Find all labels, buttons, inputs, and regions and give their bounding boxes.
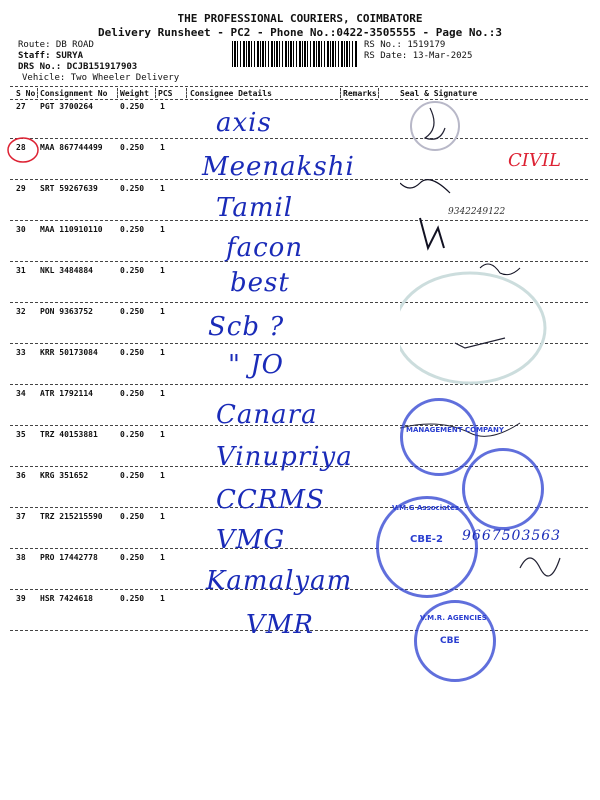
row-sno: 33 — [16, 348, 26, 357]
stamp-cbe-text: CBE — [440, 636, 460, 646]
col-sno: S No — [16, 89, 36, 98]
row-pcs: 1 — [160, 594, 165, 603]
row-sno: 27 — [16, 102, 26, 111]
row-sno: 37 — [16, 512, 26, 521]
col-consignment: Consignment No — [40, 89, 108, 98]
vehicle-label: Vehicle: Two Wheeler Delivery — [22, 73, 180, 83]
phone-note: 9342249122 — [448, 207, 506, 217]
stamp-number: 9667503563 — [462, 528, 562, 544]
row-pcs: 1 — [160, 471, 165, 480]
row-pcs: 1 — [160, 102, 165, 111]
row-consignment-no: PON 9363752 — [40, 307, 93, 316]
row-weight: 0.250 — [120, 471, 145, 480]
row-weight: 0.250 — [120, 225, 145, 234]
row-sno: 34 — [16, 389, 26, 398]
row-sno: 30 — [16, 225, 26, 234]
row-consignment-no: TRZ 40153881 — [40, 430, 98, 439]
row-consignment-no: ATR 1792114 — [40, 389, 93, 398]
col-divider — [378, 88, 379, 98]
row-weight: 0.250 — [120, 512, 145, 521]
col-divider — [117, 88, 118, 98]
row-pcs: 1 — [160, 553, 165, 562]
row-consignment-no: KRG 351652 — [40, 471, 89, 480]
handwritten-consignee: Tamil — [216, 193, 294, 223]
col-weight: Weight — [120, 89, 149, 98]
row-pcs: 1 — [160, 307, 165, 316]
civil-remark: CIVIL — [508, 150, 561, 171]
stamp-vmr-text: V.M.R. AGENCIES — [420, 614, 487, 622]
row-pcs: 1 — [160, 430, 165, 439]
row-sno: 36 — [16, 471, 26, 480]
handwritten-consignee: facon — [226, 233, 304, 263]
row-sno: 31 — [16, 266, 26, 275]
row-pcs: 1 — [160, 225, 165, 234]
row-weight: 0.250 — [120, 102, 145, 111]
row-weight: 0.250 — [120, 266, 145, 275]
row-pcs: 1 — [160, 266, 165, 275]
row-weight: 0.250 — [120, 553, 145, 562]
row-weight: 0.250 — [120, 348, 145, 357]
row-pcs: 1 — [160, 512, 165, 521]
company-stamp — [400, 398, 478, 476]
col-divider — [37, 88, 38, 98]
handwritten-consignee: CCRMS — [216, 485, 325, 515]
row-weight: 0.250 — [120, 594, 145, 603]
row-consignment-no: MAA 110910110 — [40, 225, 103, 234]
handwritten-consignee: Scb ? — [208, 312, 285, 342]
row-consignment-no: TRZ 215215590 — [40, 512, 103, 521]
handwritten-consignee: Vinupriya — [216, 442, 353, 472]
handwritten-consignee: " JO — [228, 350, 284, 380]
col-seal-signature: Seal & Signature — [400, 89, 478, 98]
row-pcs: 1 — [160, 348, 165, 357]
row-pcs: 1 — [160, 143, 165, 152]
barcode — [232, 41, 357, 67]
staff-label: Staff: SURYA — [18, 51, 84, 61]
handwritten-consignee: VMR — [246, 610, 314, 640]
stamp-cbe2: CBE-2 — [410, 534, 443, 545]
row-sno: 32 — [16, 307, 26, 316]
runsheet-subtitle: Delivery Runsheet - PC2 - Phone No.:0422-3505555 - Page No.:3 — [98, 26, 502, 39]
route-label: Route: DB ROAD — [18, 40, 94, 50]
rs-date: RS Date: 13-Mar-2025 — [364, 51, 473, 61]
col-divider — [340, 88, 341, 98]
red-circle-mark — [6, 136, 40, 164]
drs-number: DRS No.: DCJB151917903 — [18, 62, 138, 72]
col-divider — [155, 88, 156, 98]
row-consignment-no: HSR 7424618 — [40, 594, 93, 603]
row-consignment-no: PRO 17442778 — [40, 553, 98, 562]
handwritten-consignee: Kamalyam — [206, 566, 353, 596]
row-weight: 0.250 — [120, 389, 145, 398]
col-consignee: Consignee Details — [190, 89, 272, 98]
row-consignment-no: KRR 50173084 — [40, 348, 98, 357]
row-consignment-no: NKL 3484884 — [40, 266, 93, 275]
row-sno: 38 — [16, 553, 26, 562]
row-weight: 0.250 — [120, 307, 145, 316]
col-remarks: Remarks — [343, 89, 377, 98]
col-divider — [186, 88, 187, 98]
row-sno: 35 — [16, 430, 26, 439]
stamp-company-text: MANAGEMENT COMPANY — [406, 426, 504, 434]
row-pcs: 1 — [160, 184, 165, 193]
handwritten-consignee: axis — [216, 108, 272, 138]
handwritten-consignee: Canara — [216, 400, 318, 430]
round-seal — [462, 448, 544, 530]
row-pcs: 1 — [160, 389, 165, 398]
row-consignment-no: SRT 59267639 — [40, 184, 98, 193]
row-weight: 0.250 — [120, 143, 145, 152]
handwritten-consignee: VMG — [216, 525, 286, 555]
handwritten-consignee: best — [230, 268, 290, 298]
handwritten-consignee: Meenakshi — [202, 152, 355, 182]
row-sno: 29 — [16, 184, 26, 193]
row-consignment-no: PGT 3700264 — [40, 102, 93, 111]
header-top-rule — [10, 86, 588, 87]
row-consignment-no: MAA 867744499 — [40, 143, 103, 152]
row-sno: 28 — [16, 143, 26, 152]
stamp-vmg-text: V.M.G Associates — [392, 504, 460, 512]
col-pcs: PCS — [158, 89, 173, 98]
row-weight: 0.250 — [120, 184, 145, 193]
rs-number: RS No.: 1519179 — [364, 40, 446, 50]
company-title: THE PROFESSIONAL COURIERS, COIMBATORE — [177, 12, 423, 25]
row-sno: 39 — [16, 594, 26, 603]
row-weight: 0.250 — [120, 430, 145, 439]
